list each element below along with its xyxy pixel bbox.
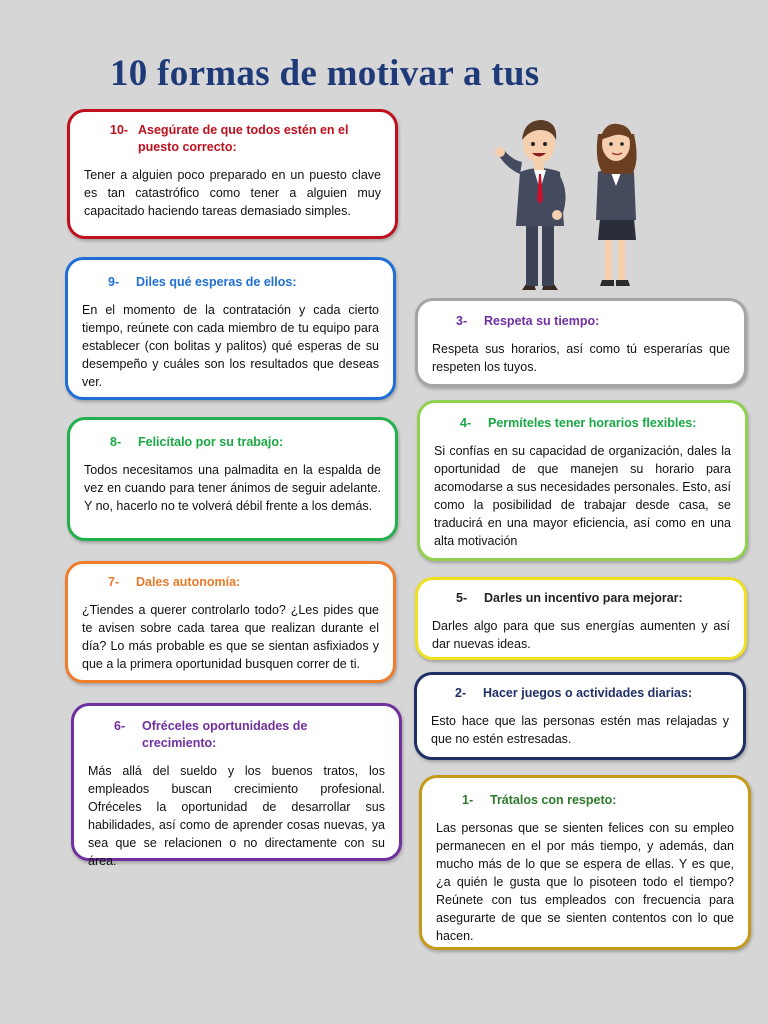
tip-number: 5-	[456, 591, 468, 605]
tip-text: En el momento de la contratación y cada cierto tiempo, reúnete con cada miembro de tu equipo para establecer (con bolitas y palitos) qué esperas de su desempeño y cuáles son los resultados que deseas ver.	[82, 303, 379, 389]
tip-text: Esto hace que las personas estén mas relajadas y que no estén estresadas.	[431, 714, 729, 746]
tip-heading	[84, 122, 381, 156]
tip-heading	[88, 718, 385, 752]
businessman-figure	[495, 120, 566, 290]
page-title: 10 formas de motivar a tus	[110, 53, 540, 94]
tip-text: Todos necesitamos una palmadita en la espalda de vez en cuando para tener ánimos de seguir adelante. Y no, hacerlo no te volverá débil frente a los demás.	[84, 463, 381, 513]
business-people-illustration	[488, 114, 658, 292]
tip-heading	[434, 415, 731, 432]
tip-heading	[84, 434, 381, 451]
tip-text: Tener a alguien poco preparado en un puesto clave es tan catastrófico como tener a alguien muy capacitado haciendo tareas demasiado simples.	[84, 168, 381, 218]
tip-card-10	[67, 109, 398, 239]
tip-card-5	[415, 577, 747, 660]
tip-card-9	[65, 257, 396, 400]
tip-text: Las personas que se sienten felices con su empleo permanecen en el por más tiempo, y además, dan mucho más de lo que se espera de ellas. Y es que, ¿a quién le gusta que lo pisoteen todo el tiempo? Reúnete con tus empleados con frecuencia para asegurarte de que se sienten contentos con lo que hacen.	[436, 821, 734, 943]
tip-card-1	[419, 775, 751, 950]
tip-title: Permíteles tener horarios flexibles:	[488, 416, 697, 430]
tip-text: Darles algo para que sus energías aumenten y así dar nuevas ideas.	[432, 619, 730, 651]
tip-text: Respeta sus horarios, así como tú esperarías que respeten los tuyos.	[432, 342, 730, 374]
businesswoman-figure	[596, 124, 637, 286]
tip-heading	[432, 313, 730, 330]
tip-title: Ofréceles oportunidades de crecimiento:	[142, 719, 308, 750]
tip-title: Felicítalo por su trabajo:	[138, 435, 284, 449]
tip-card-4	[417, 400, 748, 561]
tip-number: 1-	[462, 793, 474, 807]
tip-number: 8-	[110, 435, 122, 449]
tip-heading	[82, 274, 379, 291]
tip-title: Trátalos con respeto:	[490, 793, 617, 807]
tip-heading	[82, 574, 379, 591]
tip-text: Más allá del sueldo y los buenos tratos, los empleados buscan crecimiento profesional. Ofréceles la oportunidad de desarrollar sus habilidades, así como de aprender cosas nuevas, ya sea que se relacionen o no directamente con su área.	[88, 764, 385, 868]
tip-number: 9-	[108, 275, 120, 289]
tip-card-7	[65, 561, 396, 683]
tip-card-3	[415, 298, 747, 387]
tip-number: 2-	[455, 686, 467, 700]
tip-number: 6-	[114, 719, 126, 733]
tip-card-8	[67, 417, 398, 541]
tip-heading	[431, 685, 729, 702]
tip-title: Darles un incentivo para mejorar:	[484, 591, 683, 605]
tip-number: 7-	[108, 575, 120, 589]
tip-title: Dales autonomía:	[136, 575, 241, 589]
tip-heading	[432, 590, 730, 607]
tip-card-2	[414, 672, 746, 760]
tip-number: 4-	[460, 416, 472, 430]
tip-title: Asegúrate de que todos estén en el puesto correcto:	[138, 123, 349, 154]
tip-text: ¿Tiendes a querer controlarlo todo? ¿Les pides que te avisen sobre cada tarea que realizan durante el día? Lo más probable es que se sientan asfixiados y que a la primera oportunidad busquen correr de ti.	[82, 603, 379, 671]
tip-title: Respeta su tiempo:	[484, 314, 600, 328]
tip-heading	[436, 792, 734, 809]
tip-title: Hacer juegos o actividades diarias:	[483, 686, 693, 700]
tip-title: Diles qué esperas de ellos:	[136, 275, 297, 289]
tip-card-6	[71, 703, 402, 868]
tip-text: Si confías en su capacidad de organización, dales la oportunidad de que manejen su horario para acomodarse a sus necesidades personales. Esto, así como la posibilidad de trabajar desde casa, se traducirá en una mayor eficiencia, así como en una alta motivación	[434, 444, 731, 548]
tip-number: 3-	[456, 314, 468, 328]
tip-number: 10-	[110, 123, 129, 137]
